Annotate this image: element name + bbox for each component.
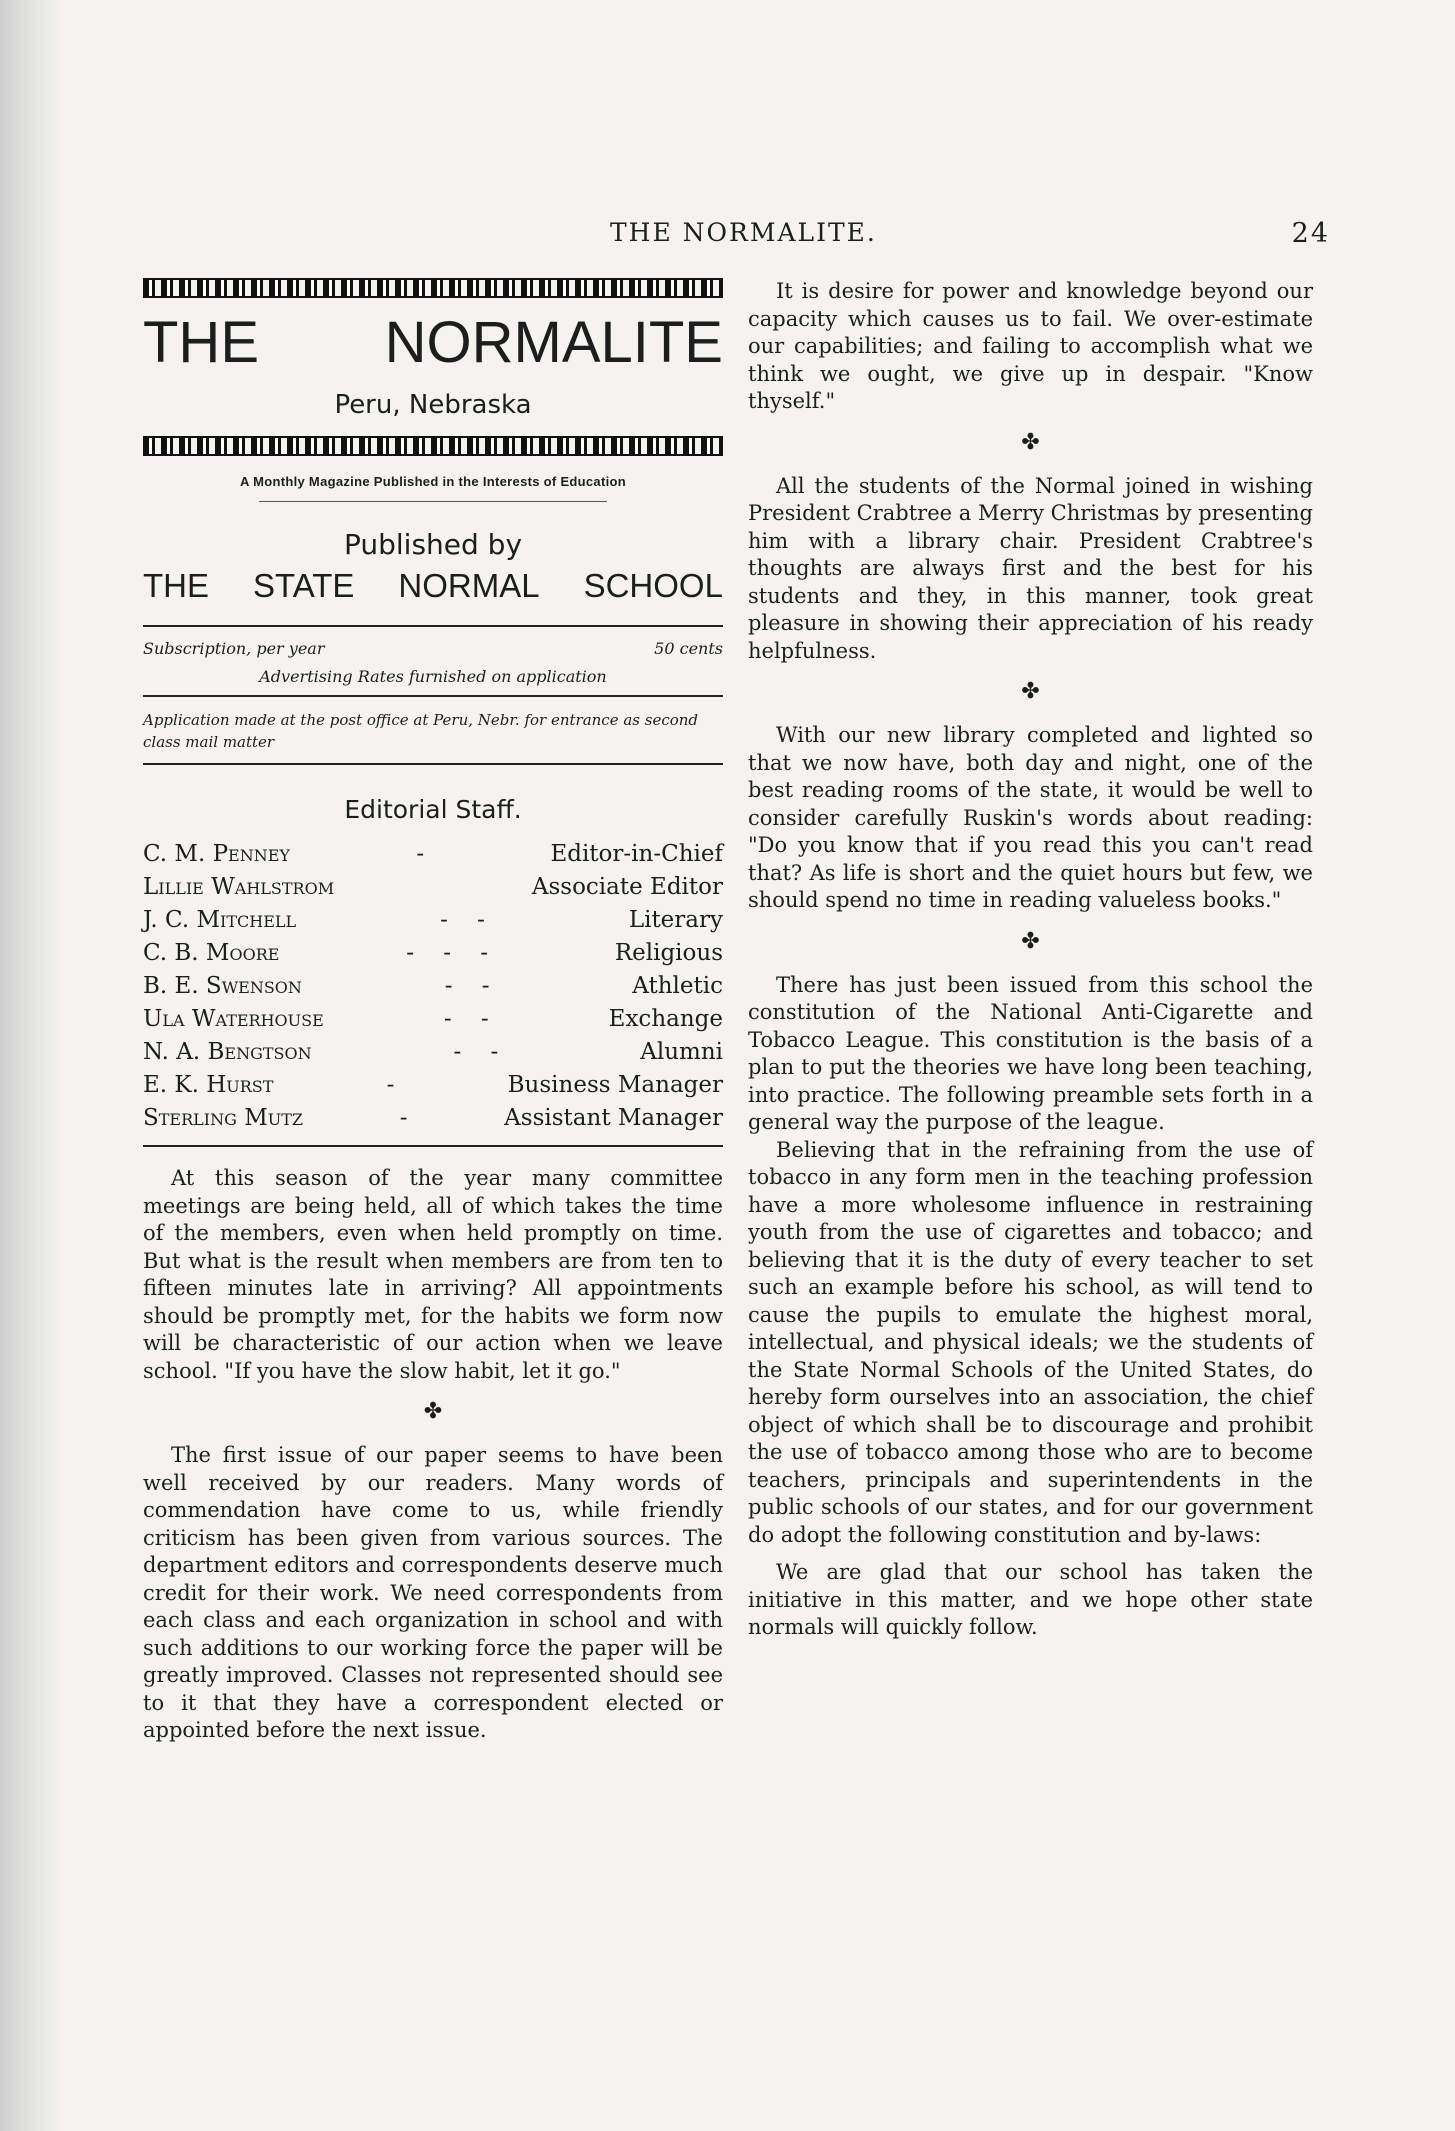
article-paragraph: We are glad that our school has taken the initiative in this matter, and we hope other state normals will quickly follow. bbox=[748, 1560, 1313, 1639]
staff-row: C. M. Penney - Editor-in-Chief bbox=[143, 838, 723, 871]
staff-role: Athletic bbox=[632, 973, 723, 999]
article-paragraph: All the students of the Normal joined in wishing President Crabtree a Merry Christmas by presenting him with a library chair. President Crabtree's thoughts are always first and the best for his students and they, in this manner, took great pleasure in showing their appreciation of his ready helpfulness. bbox=[748, 473, 1313, 663]
masthead-title-right: NORMALITE bbox=[384, 310, 723, 375]
masthead-title-left: THE bbox=[143, 310, 259, 375]
staff-name: J. C. Mitchell bbox=[143, 907, 297, 933]
masthead bbox=[143, 278, 723, 765]
publisher-name bbox=[143, 567, 723, 605]
staff-role: Alumni bbox=[640, 1039, 723, 1065]
advertising-note: Advertising Rates furnished on application bbox=[259, 667, 607, 686]
staff-name: Ula Waterhouse bbox=[143, 1006, 324, 1032]
article-paragraph: It is desire for power and knowledge beyond our capacity which causes us to fail. We over-estimate our capabilities; and failing to accomplish what we think we ought, we give up in despair. "Know thyself." bbox=[748, 279, 1313, 413]
staff-role: Exchange bbox=[608, 1006, 723, 1032]
divider bbox=[143, 1145, 723, 1147]
page-edge-shadow bbox=[0, 0, 60, 2131]
running-title: THE NORMALITE. bbox=[610, 218, 877, 247]
staff-row: E. K. Hurst - Business Manager bbox=[143, 1069, 723, 1102]
article-paragraph: The first issue of our paper seems to have been well received by our readers. Many words of commendation have come to us, while friendly criticism has been given from various sources. The department editors and correspondents deserve much credit for their work. We need correspondents from each class and each organization in school and with such additions to our working force the paper will be greatly improved. Classes not represented should see to it that they have a correspondent elected or appointed before the next issue. bbox=[143, 1443, 724, 1742]
divider bbox=[143, 763, 723, 765]
staff-role: Literary bbox=[628, 907, 723, 933]
staff-name: N. A. Bengtson bbox=[143, 1039, 312, 1065]
staff-name: B. E. Swenson bbox=[143, 973, 302, 999]
published-by: Published by bbox=[343, 528, 523, 561]
left-column bbox=[143, 278, 723, 1745]
staff-row: C. B. Moore - - - Religious bbox=[143, 937, 723, 970]
section-separator: ✤ bbox=[1021, 429, 1040, 455]
section-separator: ✤ bbox=[1021, 679, 1040, 704]
editorial-staff-list bbox=[143, 838, 723, 1135]
staff-name: C. M. Penney bbox=[143, 841, 290, 867]
section-separator: ✤ bbox=[423, 1399, 443, 1424]
ornament-border-bottom bbox=[143, 436, 723, 456]
masthead-title bbox=[143, 310, 723, 375]
subscription-info bbox=[143, 635, 723, 691]
staff-name: C. B. Moore bbox=[143, 940, 280, 966]
mail-entry-note: Application made at the post office at Peru, Nebr. for entrance as second class mail matter bbox=[143, 711, 699, 751]
article-paragraph: At this season of the year many committee meetings are being held, all of which takes the time of the members, even when held promptly on time. But what is the result when members are from ten to fifteen minutes late in arriving? All appointments should be promptly met, for the habits we form now will be characteristic of our action when we leave school. "If you have the slow habit, let it go." bbox=[143, 1166, 723, 1383]
ornament-border-top bbox=[143, 278, 723, 298]
staff-row: Ula Waterhouse - - Exchange bbox=[143, 1003, 723, 1036]
article-paragraph: Believing that in the refraining from the use of tobacco in any form men in the teaching profession have a more wholesome influence in restraining youth from the use of cigarettes and tobacco; and believing that it is the duty of every teacher to set such an example before his school, as will tend to cause the pupils to emulate the highest moral, intellectual, and physical ideals; we the students of the State Normal Schools of the United States, do hereby form ourselves into an association, the chief object of which shall be to discourage and prohibit the use of tobacco among those who are to become teachers, principals and superintendents in the public schools of our states, and for our government do adopt the following constitution and by-laws: bbox=[748, 1137, 1313, 1547]
publisher-word: NORMAL bbox=[398, 567, 540, 604]
publisher-word: THE bbox=[143, 567, 209, 604]
section-separator: ✤ bbox=[1021, 928, 1040, 954]
staff-row: J. C. Mitchell - - Literary bbox=[143, 904, 723, 937]
staff-role: Religious bbox=[614, 940, 723, 966]
staff-row: B. E. Swenson - - Athletic bbox=[143, 970, 723, 1003]
masthead-location: Peru, Nebraska bbox=[334, 390, 532, 420]
subscription-label: Subscription, per year bbox=[143, 639, 325, 658]
staff-role: Editor-in-Chief bbox=[550, 841, 723, 867]
article-paragraph: With our new library completed and lighted so that we now have, both day and night, one of the best reading rooms of the state, it would be well to consider carefully Ruskin's words about reading: "Do you know that if you read this you can't read that? As life is short and the quiet hours but few, we should spend no time in reading valueless books." bbox=[748, 723, 1313, 912]
staff-row: N. A. Bengtson - - Alumni bbox=[143, 1036, 723, 1069]
staff-role: Business Manager bbox=[507, 1072, 723, 1098]
divider bbox=[259, 501, 607, 502]
right-column bbox=[748, 278, 1313, 1642]
subscription-price: 50 cents bbox=[654, 639, 723, 658]
editorial-staff-heading: Editorial Staff. bbox=[344, 795, 522, 824]
publisher-word: SCHOOL bbox=[583, 567, 723, 604]
staff-name: Sterling Mutz bbox=[143, 1105, 304, 1131]
page-number: 24 bbox=[1291, 218, 1330, 249]
publisher-word: STATE bbox=[252, 567, 355, 604]
staff-name: E. K. Hurst bbox=[143, 1072, 274, 1098]
staff-name: Lillie Wahlstrom bbox=[143, 874, 335, 900]
article-paragraph: There has just been issued from this school the constitution of the National Anti-Cigarette and Tobacco League. This constitution is the basis of a plan to put the theories we have long been teaching, into practice. The following preamble sets forth in a general way the purpose of the league. bbox=[748, 972, 1313, 1134]
staff-row: Sterling Mutz - Assistant Manager bbox=[143, 1102, 723, 1135]
staff-role: Assistant Manager bbox=[504, 1105, 723, 1131]
staff-row bbox=[143, 871, 723, 904]
staff-role: Associate Editor bbox=[531, 874, 723, 900]
divider bbox=[143, 625, 723, 627]
divider bbox=[143, 695, 723, 697]
masthead-tagline: A Monthly Magazine Published in the Interests of Education bbox=[239, 474, 626, 489]
